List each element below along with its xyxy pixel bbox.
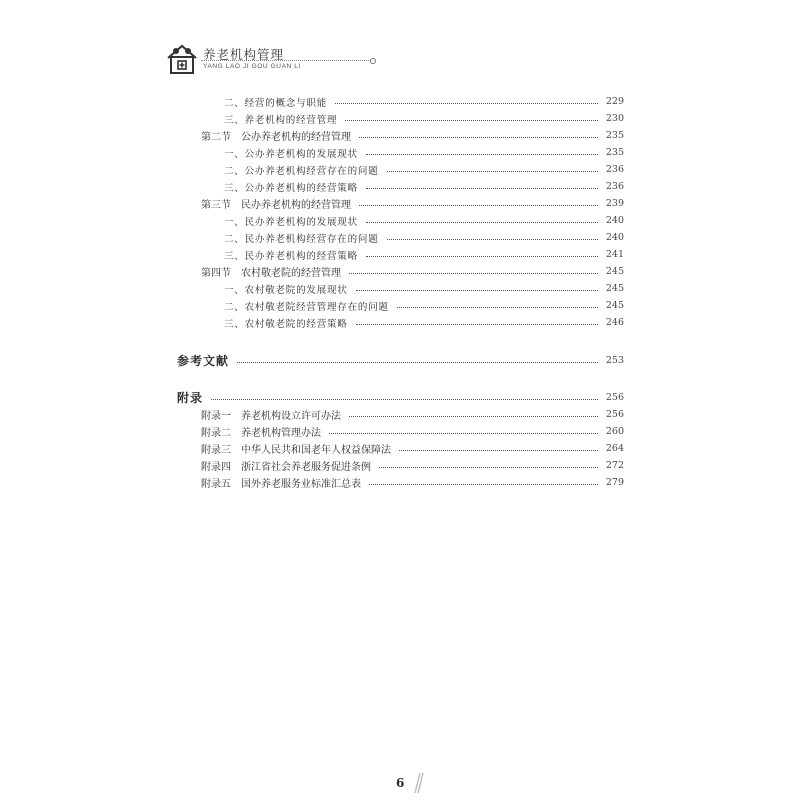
toc-section-label: 附录三 中华人民共和国老年人权益保障法 [201,445,391,456]
toc-entry-label: 二、民办养老机构经营存在的问题 [224,233,379,245]
toc-entry-label: 一、民办养老机构的发展现状 [224,216,358,228]
toc-entry-page: 236 [605,164,624,175]
toc-section-label: 第二节 公办养老机构的经营管理 [201,132,351,143]
page-number: 6 [396,776,405,790]
dot-leader [387,171,598,172]
toc-entry-page: 236 [605,181,624,192]
dot-leader [366,188,598,189]
header-dot [370,58,376,64]
toc-entry [224,144,624,161]
elderly-care-logo-icon [165,42,199,76]
toc-entry-page: 241 [605,249,624,260]
toc-section [201,195,624,212]
page-number-slash-decoration [408,772,424,794]
toc-entry-page: 235 [605,147,624,158]
toc-section-label: 附录四 浙江省社会养老服务促进条例 [201,462,371,473]
toc-entry-label: 二、经营的概念与职能 [224,97,328,109]
toc-entry-page: 239 [605,198,624,209]
dot-leader [366,256,598,257]
toc-entry [224,161,624,178]
dot-leader [369,484,598,485]
dot-leader [349,416,598,417]
toc-entry-page: 230 [605,113,624,124]
toc-entry [224,178,624,195]
toc-section [201,457,624,474]
dot-leader [237,362,598,363]
toc-entry-page: 240 [605,215,624,226]
dot-leader [329,433,598,434]
toc-entry-label: 三、农村敬老院的经营策略 [224,318,348,330]
toc-entry-page: 245 [605,266,624,277]
toc-entry-page: 246 [605,317,624,328]
toc-section [201,406,624,423]
book-title-pinyin: YANG LAO JI GOU GUAN LI [203,63,301,70]
toc-entry [224,212,624,229]
toc-entry-page: 245 [605,300,624,311]
running-header [165,40,355,80]
toc-section-label: 附录一 养老机构设立许可办法 [201,411,341,422]
toc-section-label: 附录二 养老机构管理办法 [201,428,321,439]
toc-section-label: 第三节 民办养老机构的经营管理 [201,200,351,211]
toc-entry [224,280,624,297]
toc-section [201,423,624,440]
toc-entry-page: 240 [605,232,624,243]
dot-leader [399,450,598,451]
dot-leader [397,307,598,308]
toc-section [201,127,624,144]
dot-leader [356,290,598,291]
toc-entry [224,229,624,246]
toc-entry-label: 二、农村敬老院经营管理存在的问题 [224,301,389,313]
toc-entry-label: 三、民办养老机构的经营策略 [224,250,358,262]
toc-entry-page: 229 [605,96,624,107]
dot-leader [379,467,598,468]
dot-leader [211,399,598,400]
toc-entry-page: 245 [605,283,624,294]
dot-leader [359,205,598,206]
toc-entry-label: 一、农村敬老院的发展现状 [224,284,348,296]
dot-leader [359,137,598,138]
toc-entry [224,297,624,314]
dot-leader [366,222,598,223]
toc-entry-label: 二、公办养老机构经营存在的问题 [224,165,379,177]
toc-entry-page: 264 [605,443,624,454]
toc-entry-label: 一、公办养老机构的发展现状 [224,148,358,160]
dot-leader [356,324,598,325]
dot-leader [349,273,598,274]
toc-chapter-appendix [177,387,624,407]
toc-chapter-label: 附录 [177,390,204,405]
toc-entry-label: 三、养老机构的经营管理 [224,114,338,126]
toc-entry [224,246,624,263]
toc-entry [224,314,624,331]
toc-entry [224,110,624,127]
toc-section-label: 第四节 农村敬老院的经营管理 [201,268,341,279]
toc-chapter-label: 参考文献 [177,353,230,368]
toc-section [201,263,624,280]
book-title: 养老机构管理 [203,47,285,62]
toc-entry-label: 三、公办养老机构的经营策略 [224,182,358,194]
toc-entry-page: 279 [605,477,624,488]
toc-chapter-references [177,350,624,370]
toc-entry [224,93,624,110]
dot-leader [345,120,598,121]
toc-entry-page: 253 [605,354,624,366]
dot-leader [387,239,598,240]
toc-entry-page: 235 [605,130,624,141]
header-rule [201,60,371,61]
toc-section-label: 附录五 国外养老服务业标准汇总表 [201,479,361,490]
toc-section [201,440,624,457]
toc-entry-page: 256 [605,409,624,420]
toc-entry-page: 256 [605,391,624,403]
toc-entry-page: 260 [605,426,624,437]
toc-entry-page: 272 [605,460,624,471]
dot-leader [335,103,598,104]
dot-leader [366,154,598,155]
toc-section [201,474,624,491]
